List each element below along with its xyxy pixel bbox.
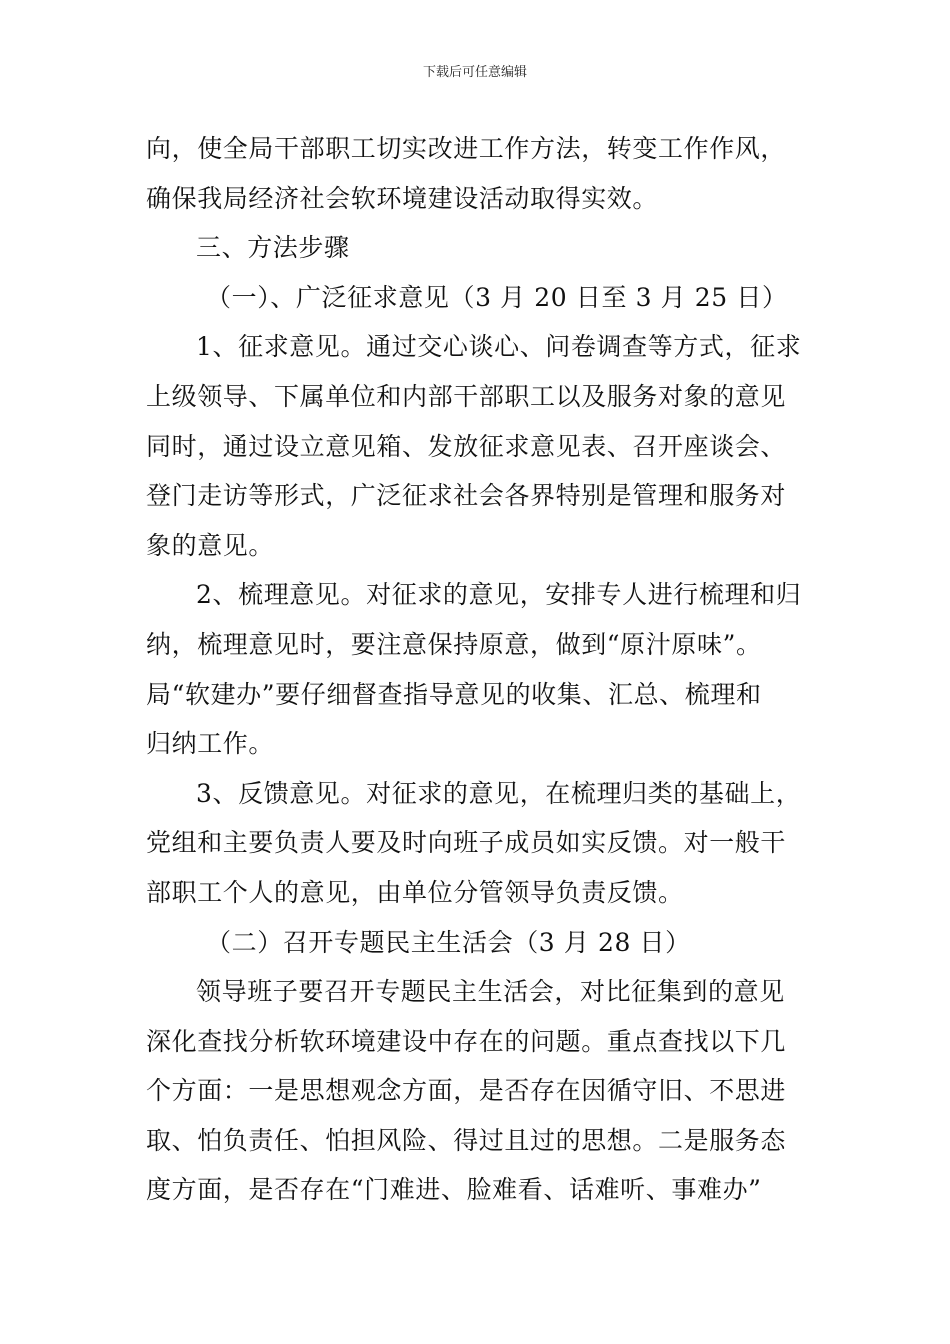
text-line: 领导班子要召开专题民主生活会，对比征集到的意见: [196, 977, 785, 1007]
text-line: 象的意见。: [146, 530, 275, 560]
subsection-heading: （二）召开专题民主生活会（3 月 28 日）: [206, 927, 691, 957]
section-heading: 三、方法步骤: [196, 233, 350, 263]
text-line: 1、征求意见。通过交心谈心、问卷调查等方式，征求: [196, 332, 802, 362]
text-line: 取、怕负责任、怕担风险、得过且过的思想。二是服务态: [146, 1125, 787, 1155]
text-line: 个方面：一是思想观念方面，是否存在因循守旧、不思进: [146, 1076, 787, 1106]
text-line: 上级领导、下属单位和内部干部职工以及服务对象的意见: [146, 381, 787, 411]
text-line: 深化查找分析软环境建设中存在的问题。重点查找以下几: [146, 1026, 787, 1056]
text-line: 向，使全局干部职工切实改进工作方法，转变工作作风，: [146, 134, 787, 163]
text-line: 部职工个人的意见，由单位分管领导负责反馈。: [146, 877, 684, 907]
document-body: [146, 124, 806, 1215]
text-line: 度方面，是否存在“门难进、脸难看、话难听、事难办”: [146, 1175, 762, 1205]
subsection-heading: （一）、广泛征求意见（3 月 20 日至 3 月 25 日）: [206, 282, 788, 312]
text-line: 党组和主要负责人要及时向班子成员如实反馈。对一般干: [146, 828, 787, 858]
page-header: 下载后可任意编辑: [422, 65, 527, 80]
text-line: 同时，通过设立意见箱、发放征求意见表、召开座谈会、: [146, 431, 787, 461]
text-line: 登门走访等形式，广泛征求社会各界特别是管理和服务对: [146, 481, 787, 511]
text-line: 3、反馈意见。对征求的意见，在梳理归类的基础上，: [196, 778, 802, 808]
text-line: 局“软建办”要仔细督查指导意见的收集、汇总、梳理和: [146, 679, 762, 709]
text-line: 归纳工作。: [146, 729, 275, 759]
text-line: 确保我局经济社会软环境建设活动取得实效。: [146, 183, 659, 213]
text-line: 2、梳理意见。对征求的意见，安排专人进行梳理和归: [196, 580, 802, 610]
text-line: 纳，梳理意见时，要注意保持原意，做到“原汁原味”。: [146, 629, 762, 659]
